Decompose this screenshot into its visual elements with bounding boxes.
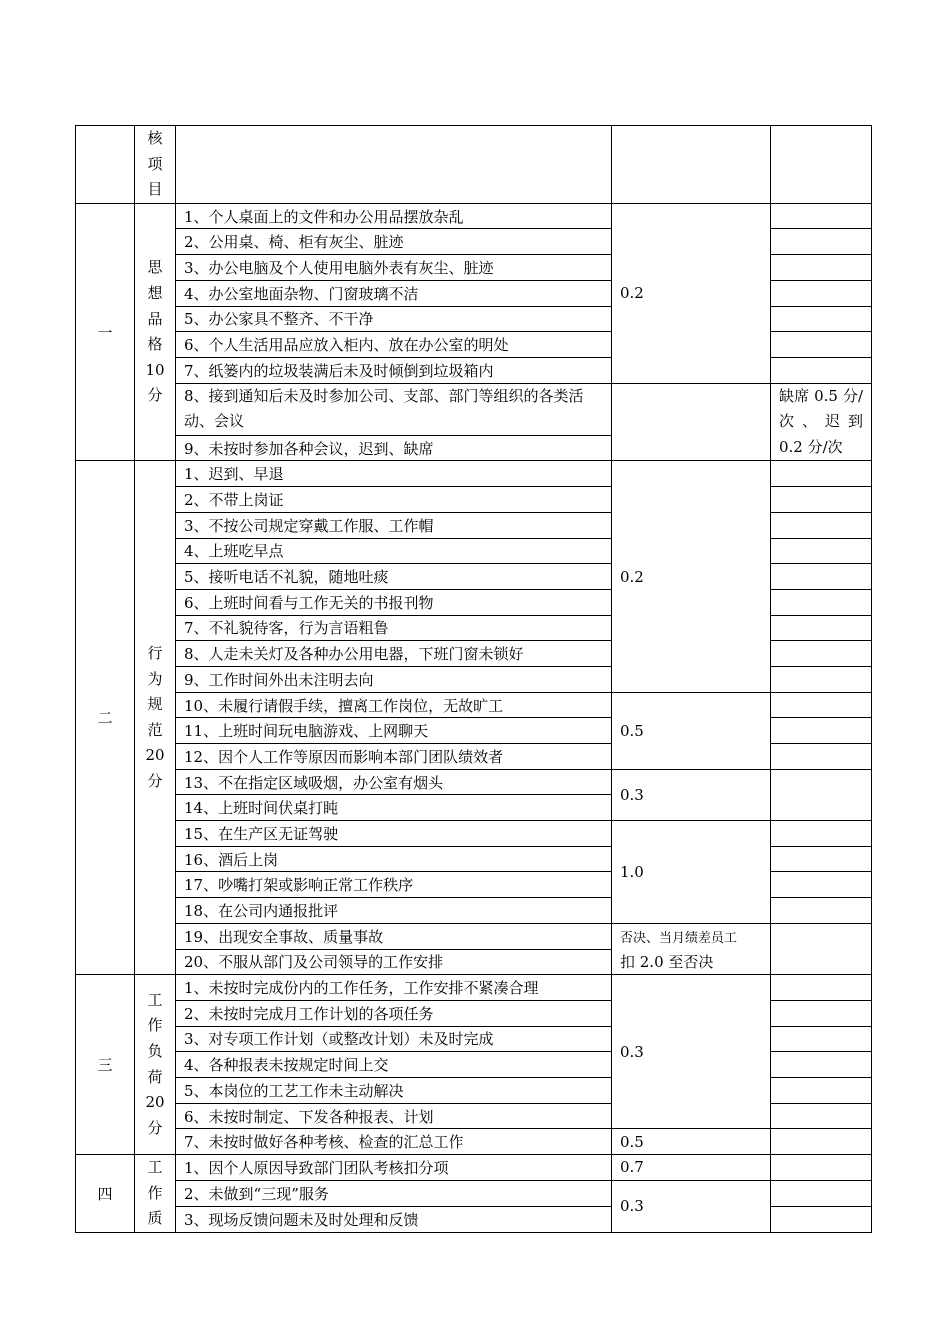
section-number: 二 xyxy=(76,461,135,975)
note-cell xyxy=(771,846,872,872)
note-cell xyxy=(771,1155,872,1181)
note-cell xyxy=(771,589,872,615)
section-category: 工 作 负 荷 20 分 xyxy=(135,975,176,1155)
item-text: 5、接听电话不礼貌，随地吐痰 xyxy=(176,564,612,590)
note-cell xyxy=(771,1129,872,1155)
table-row xyxy=(76,203,872,229)
item-text: 3、对专项工作计划（或整改计划）未及时完成 xyxy=(176,1026,612,1052)
item-text: 9、工作时间外出未注明去向 xyxy=(176,666,612,692)
item-text: 4、办公室地面杂物、门窗玻璃不洁 xyxy=(176,280,612,306)
item-text: 8、接到通知后未及时参加公司、支部、部门等组织的各类活动、会议 xyxy=(176,383,612,435)
table-row xyxy=(76,461,872,487)
note-cell xyxy=(771,1026,872,1052)
table-row xyxy=(76,383,872,435)
table-row xyxy=(76,923,872,949)
note-cell xyxy=(771,923,872,974)
item-text: 2、不带上岗证 xyxy=(176,487,612,513)
note-cell xyxy=(771,692,872,718)
item-text: 18、在公司内通报批评 xyxy=(176,898,612,924)
note-cell xyxy=(771,1000,872,1026)
note-cell xyxy=(771,487,872,513)
item-text: 7、不礼貌待客，行为言语粗鲁 xyxy=(176,615,612,641)
item-text: 7、未按时做好各种考核、检查的汇总工作 xyxy=(176,1129,612,1155)
table-row xyxy=(76,1129,872,1155)
item-text: 5、本岗位的工艺工作未主动解决 xyxy=(176,1077,612,1103)
item-text: 20、不服从部门及公司领导的工作安排 xyxy=(176,949,612,975)
note-cell xyxy=(771,744,872,770)
item-text: 6、个人生活用品应放入柜内、放在办公室的明处 xyxy=(176,332,612,358)
note-cell xyxy=(771,461,872,487)
item-text: 4、上班吃早点 xyxy=(176,538,612,564)
item-text: 14、上班时间伏桌打盹 xyxy=(176,795,612,821)
header-no-cell xyxy=(76,126,135,204)
note-cell xyxy=(771,1207,872,1233)
item-text: 15、在生产区无证驾驶 xyxy=(176,821,612,847)
item-text: 11、上班时间玩电脑游戏、上网聊天 xyxy=(176,718,612,744)
header-score-cell xyxy=(612,126,771,204)
item-text: 3、不按公司规定穿戴工作服、工作帽 xyxy=(176,512,612,538)
note-cell xyxy=(771,306,872,332)
note-cell xyxy=(771,975,872,1001)
item-text: 1、个人桌面上的文件和办公用品摆放杂乱 xyxy=(176,203,612,229)
item-text: 2、公用桌、椅、柜有灰尘、脏迹 xyxy=(176,229,612,255)
note-cell xyxy=(771,666,872,692)
header-row xyxy=(76,126,872,204)
note-cell xyxy=(771,512,872,538)
section-category: 行 为 规 范 20 分 xyxy=(135,461,176,975)
score-cell: 0.7 xyxy=(612,1155,771,1181)
header-item-cell xyxy=(176,126,612,204)
score-cell: 0.3 xyxy=(612,975,771,1129)
table-row xyxy=(76,1155,872,1181)
item-text: 1、因个人原因导致部门团队考核扣分项 xyxy=(176,1155,612,1181)
score-cell: 0.3 xyxy=(612,1180,771,1232)
item-text: 13、不在指定区域吸烟，办公室有烟头 xyxy=(176,769,612,795)
score-cell: 0.5 xyxy=(612,1129,771,1155)
note-cell xyxy=(771,332,872,358)
score-cell: 1.0 xyxy=(612,821,771,924)
note-cell xyxy=(771,564,872,590)
table-row xyxy=(76,692,872,718)
note-cell xyxy=(771,1052,872,1078)
score-cell: 0.2 xyxy=(612,203,771,383)
table-row xyxy=(76,821,872,847)
note-cell xyxy=(771,1077,872,1103)
section-category: 思 想 品 格 10 分 xyxy=(135,203,176,461)
note-cell xyxy=(771,872,872,898)
item-text: 6、未按时制定、下发各种报表、计划 xyxy=(176,1103,612,1129)
section-number: 一 xyxy=(76,203,135,461)
assessment-table xyxy=(75,125,872,1233)
table-row xyxy=(76,1180,872,1206)
note-cell xyxy=(771,718,872,744)
note-cell xyxy=(771,615,872,641)
note-cell xyxy=(771,280,872,306)
section-category: 工 作 质 xyxy=(135,1155,176,1233)
item-text: 3、办公电脑及个人使用电脑外表有灰尘、脏迹 xyxy=(176,255,612,281)
item-text: 4、各种报表未按规定时间上交 xyxy=(176,1052,612,1078)
note-cell xyxy=(771,203,872,229)
note-cell xyxy=(771,1180,872,1206)
item-text: 17、吵嘴打架或影响正常工作秩序 xyxy=(176,872,612,898)
header-note-cell xyxy=(771,126,872,204)
score-cell: 0.5 xyxy=(612,692,771,769)
note-cell xyxy=(771,821,872,847)
item-text: 3、现场反馈问题未及时处理和反馈 xyxy=(176,1207,612,1233)
note-cell xyxy=(771,898,872,924)
header-category-cell: 核 项 目 xyxy=(135,126,176,204)
item-text: 12、因个人工作等原因而影响本部门团队绩效者 xyxy=(176,744,612,770)
note-cell xyxy=(771,255,872,281)
score-cell: 0.2 xyxy=(612,461,771,692)
item-text: 2、未做到“三现”服务 xyxy=(176,1180,612,1206)
item-text: 10、未履行请假手续，擅离工作岗位，无故旷工 xyxy=(176,692,612,718)
score-cell xyxy=(612,383,771,461)
note-cell xyxy=(771,357,872,383)
item-text: 19、出现安全事故、质量事故 xyxy=(176,923,612,949)
item-text: 1、未按时完成份内的工作任务，工作安排不紧凑合理 xyxy=(176,975,612,1001)
table-row xyxy=(76,975,872,1001)
item-text: 8、人走未关灯及各种办公用电器，下班门窗未锁好 xyxy=(176,641,612,667)
item-text: 16、酒后上岗 xyxy=(176,846,612,872)
table-row xyxy=(76,949,872,975)
item-text: 2、未按时完成月工作计划的各项任务 xyxy=(176,1000,612,1026)
item-text: 6、上班时间看与工作无关的书报刊物 xyxy=(176,589,612,615)
note-cell xyxy=(771,641,872,667)
item-text: 7、纸篓内的垃圾装满后未及时倾倒到垃圾箱内 xyxy=(176,357,612,383)
score-cell: 0.3 xyxy=(612,769,771,820)
item-text: 5、办公家具不整齐、不干净 xyxy=(176,306,612,332)
note-text: 缺席 0.5 分/次、迟到 0.2 分/次 xyxy=(771,383,872,461)
score-cell: 否决、当月绩差员工 xyxy=(612,923,771,949)
note-cell xyxy=(771,538,872,564)
note-cell xyxy=(771,769,872,820)
note-cell xyxy=(771,1103,872,1129)
section-number: 四 xyxy=(76,1155,135,1233)
item-text: 1、迟到、早退 xyxy=(176,461,612,487)
item-text: 9、未按时参加各种会议，迟到、缺席 xyxy=(176,435,612,461)
note-cell xyxy=(771,229,872,255)
score-cell: 扣 2.0 至否决 xyxy=(612,949,771,975)
section-number: 三 xyxy=(76,975,135,1155)
table-row xyxy=(76,769,872,795)
